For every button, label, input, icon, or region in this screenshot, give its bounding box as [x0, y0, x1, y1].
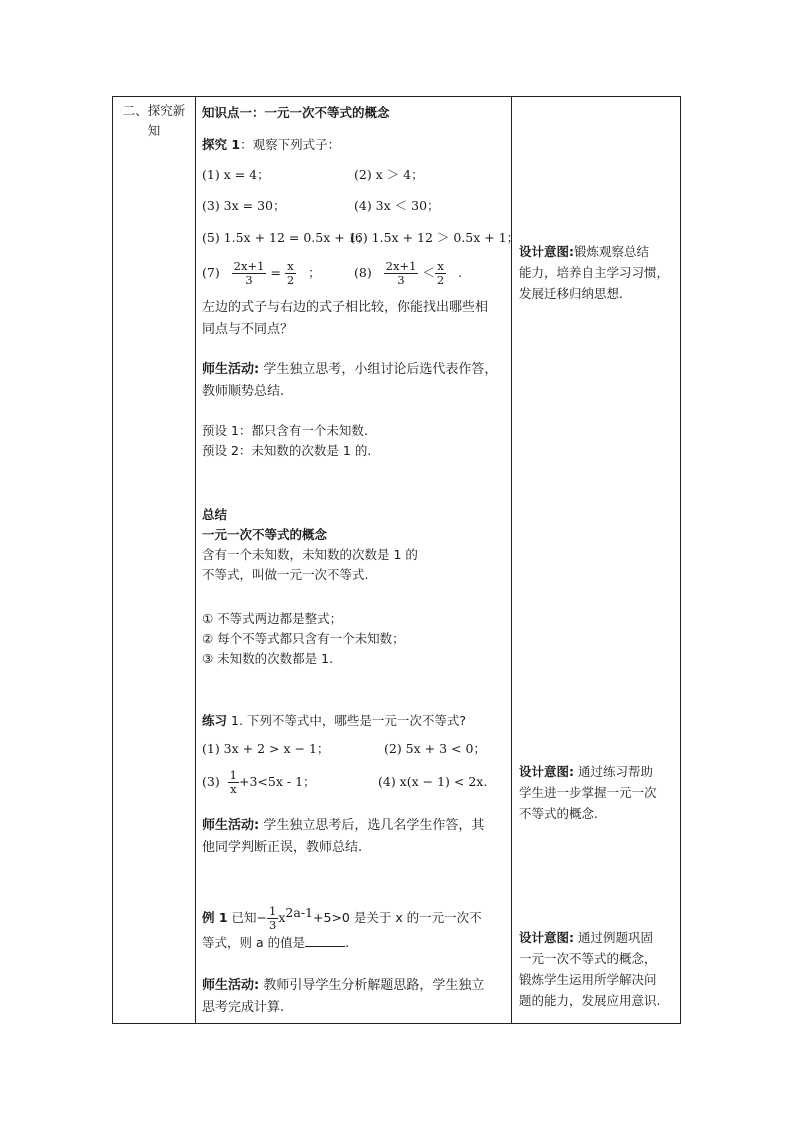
formula-8-label: (8) — [354, 265, 372, 280]
activity-text: 学生独立思考后，选几名学生作答，其 — [259, 818, 485, 833]
exercise-item-4: (4) x(x − 1) < 2x. — [378, 774, 488, 789]
activity-2-line1 — [202, 815, 484, 837]
example-line2-text: 等式，则 a 的值是 — [202, 935, 306, 950]
intent-label: 设计意图: — [519, 764, 574, 779]
intent-text: 不等式的概念. — [519, 806, 598, 821]
formula-3: (3) 3x = 30； — [202, 198, 286, 213]
intent-text: 通过练习帮助 — [574, 764, 653, 779]
formula-8-right-fraction — [435, 260, 446, 287]
formula-2: (2) x ＞ 4； — [354, 167, 424, 182]
activity-2-line2: 他同学判断正误，教师总结. — [202, 840, 363, 855]
intent-label: 设计意图: — [519, 930, 574, 945]
fraction-denominator: 3 — [245, 273, 253, 287]
formula-4: (4) 3x ＜ 30； — [354, 198, 440, 213]
less-than-sign: ＜ — [422, 265, 435, 280]
intent-text: 一元一次不等式的概念， — [519, 951, 657, 966]
design-intent-2 — [519, 761, 677, 824]
design-intent-3 — [519, 927, 677, 1011]
column-divider — [195, 97, 196, 1023]
example-line1 — [202, 897, 482, 934]
knowledge-point-title: 知识点一：一元一次不等式的概念 — [202, 105, 390, 120]
intent-text: 锻炼学生运用所学解决问 — [519, 972, 657, 987]
activity-1-line1 — [202, 359, 497, 381]
formula-8 — [354, 257, 462, 289]
summary-point-3: ③ 未知数的次数都是 1. — [202, 651, 334, 666]
example-text-end: +5>0 是关于 x 的一元一次不 — [313, 910, 482, 926]
activity-3-line2: 思考完成计算. — [202, 1000, 285, 1015]
lesson-table — [112, 96, 681, 1024]
intent-text: 发展迁移归纳思想. — [519, 286, 623, 301]
formula-8-end: . — [458, 265, 463, 280]
fraction-numerator: x — [435, 260, 446, 274]
preset-1: 预设 1：都只含有一个未知数. — [202, 423, 368, 438]
design-intent-1 — [519, 241, 677, 304]
fraction-denominator: 2 — [436, 273, 445, 287]
exercise-item-1: (1) 3x + 2 > x − 1； — [202, 741, 330, 756]
formula-7-end: ； — [308, 265, 321, 280]
formula-7-right-fraction — [285, 260, 296, 287]
activity-1-line2: 教师顺势总结. — [202, 384, 285, 399]
example-text: 已知 — [227, 910, 257, 926]
explore-label: 探究 1 — [202, 137, 241, 152]
summary-title: 总结 — [202, 507, 228, 522]
example-label: 例 1 — [202, 910, 228, 926]
summary-line2: 不等式，叫做一元一次不等式. — [202, 567, 369, 582]
exercise-item-3-fraction — [228, 769, 239, 796]
preset-2: 预设 2：未知数的次数是 1 的. — [202, 443, 372, 458]
activity-label: 师生活动: — [202, 818, 260, 833]
fraction-numerator: 1 — [269, 904, 277, 919]
fraction-denominator: 3 — [269, 918, 277, 933]
summary-line1: 含有一个未知数，未知数的次数是 1 的 — [202, 547, 418, 562]
activity-label: 师生活动: — [202, 362, 260, 377]
exercise-item-2: (2) 5x + 3 < 0； — [384, 741, 486, 756]
example-line2 — [202, 933, 349, 953]
question-line1: 左边的式子与右边的式子相比较，你能找出哪些相 — [202, 300, 489, 315]
example-exponent: 2a-1 — [285, 905, 314, 920]
summary-point-2: ② 每个不等式都只含有一个未知数； — [202, 631, 405, 646]
exercise-item-3 — [202, 765, 316, 799]
exercise-item-3-label: (3) — [202, 774, 220, 789]
formula-5: (5) 1.5x + 12 = 0.5x + 1； — [202, 230, 370, 245]
formula-7-fraction — [232, 260, 267, 287]
activity-label: 师生活动: — [202, 978, 260, 993]
explore-line — [202, 135, 340, 155]
formula-1: (1) x = 4； — [202, 167, 270, 182]
intent-text: 题的能力，发展应用意识. — [519, 993, 661, 1008]
exercise-title — [202, 711, 466, 731]
summary-point-1: ① 不等式两边都是整式； — [202, 611, 343, 626]
fraction-numerator: x — [285, 260, 296, 274]
minus-sign: − — [256, 910, 268, 926]
section-title-line1: 二、探究新 — [122, 103, 186, 118]
fraction-numerator: 2x+1 — [233, 259, 265, 273]
formula-7 — [202, 257, 321, 289]
section-title-line2: 知 — [147, 123, 161, 138]
fraction-denominator: 2 — [286, 273, 295, 287]
fraction-numerator: 2x+1 — [385, 259, 417, 273]
answer-blank[interactable] — [305, 934, 345, 947]
formula-8-fraction — [384, 260, 419, 287]
summary-subtitle: 一元一次不等式的概念 — [202, 527, 328, 542]
fraction-denominator: 3 — [397, 273, 405, 287]
exercise-label: 练习 — [202, 713, 228, 728]
example-variable: x — [278, 910, 286, 926]
fraction-denominator: x — [230, 782, 237, 796]
formula-6: (6) 1.5x + 12 ＞ 0.5x + 1； — [350, 230, 520, 245]
formula-7-label: (7) — [202, 265, 220, 280]
exercise-text: 1. 下列不等式中，哪些是一元一次不等式? — [227, 713, 467, 728]
section-cell — [113, 97, 195, 141]
equals-sign: = — [270, 265, 281, 280]
intent-text: 锻炼观察总结 — [574, 244, 650, 259]
intent-text: 通过例题巩固 — [574, 930, 653, 945]
example-line2-end: . — [345, 935, 350, 950]
activity-text: 学生独立思考，小组讨论后选代表作答， — [259, 362, 498, 377]
activity-text: 教师引导学生分析解题思路，学生独立 — [259, 978, 485, 993]
explore-text: ：观察下列式子： — [240, 137, 341, 152]
intent-text: 学生进一步掌握一元一次 — [519, 785, 657, 800]
question-line2: 同点与不同点？ — [202, 322, 294, 337]
example-fraction — [267, 905, 278, 932]
intent-label: 设计意图: — [519, 244, 574, 259]
fraction-numerator: 1 — [229, 768, 237, 782]
intent-text: 能力，培养自主学习习惯， — [519, 265, 670, 280]
exercise-item-3-rest: +3<5x - 1； — [239, 774, 316, 789]
activity-3-line1 — [202, 975, 484, 997]
